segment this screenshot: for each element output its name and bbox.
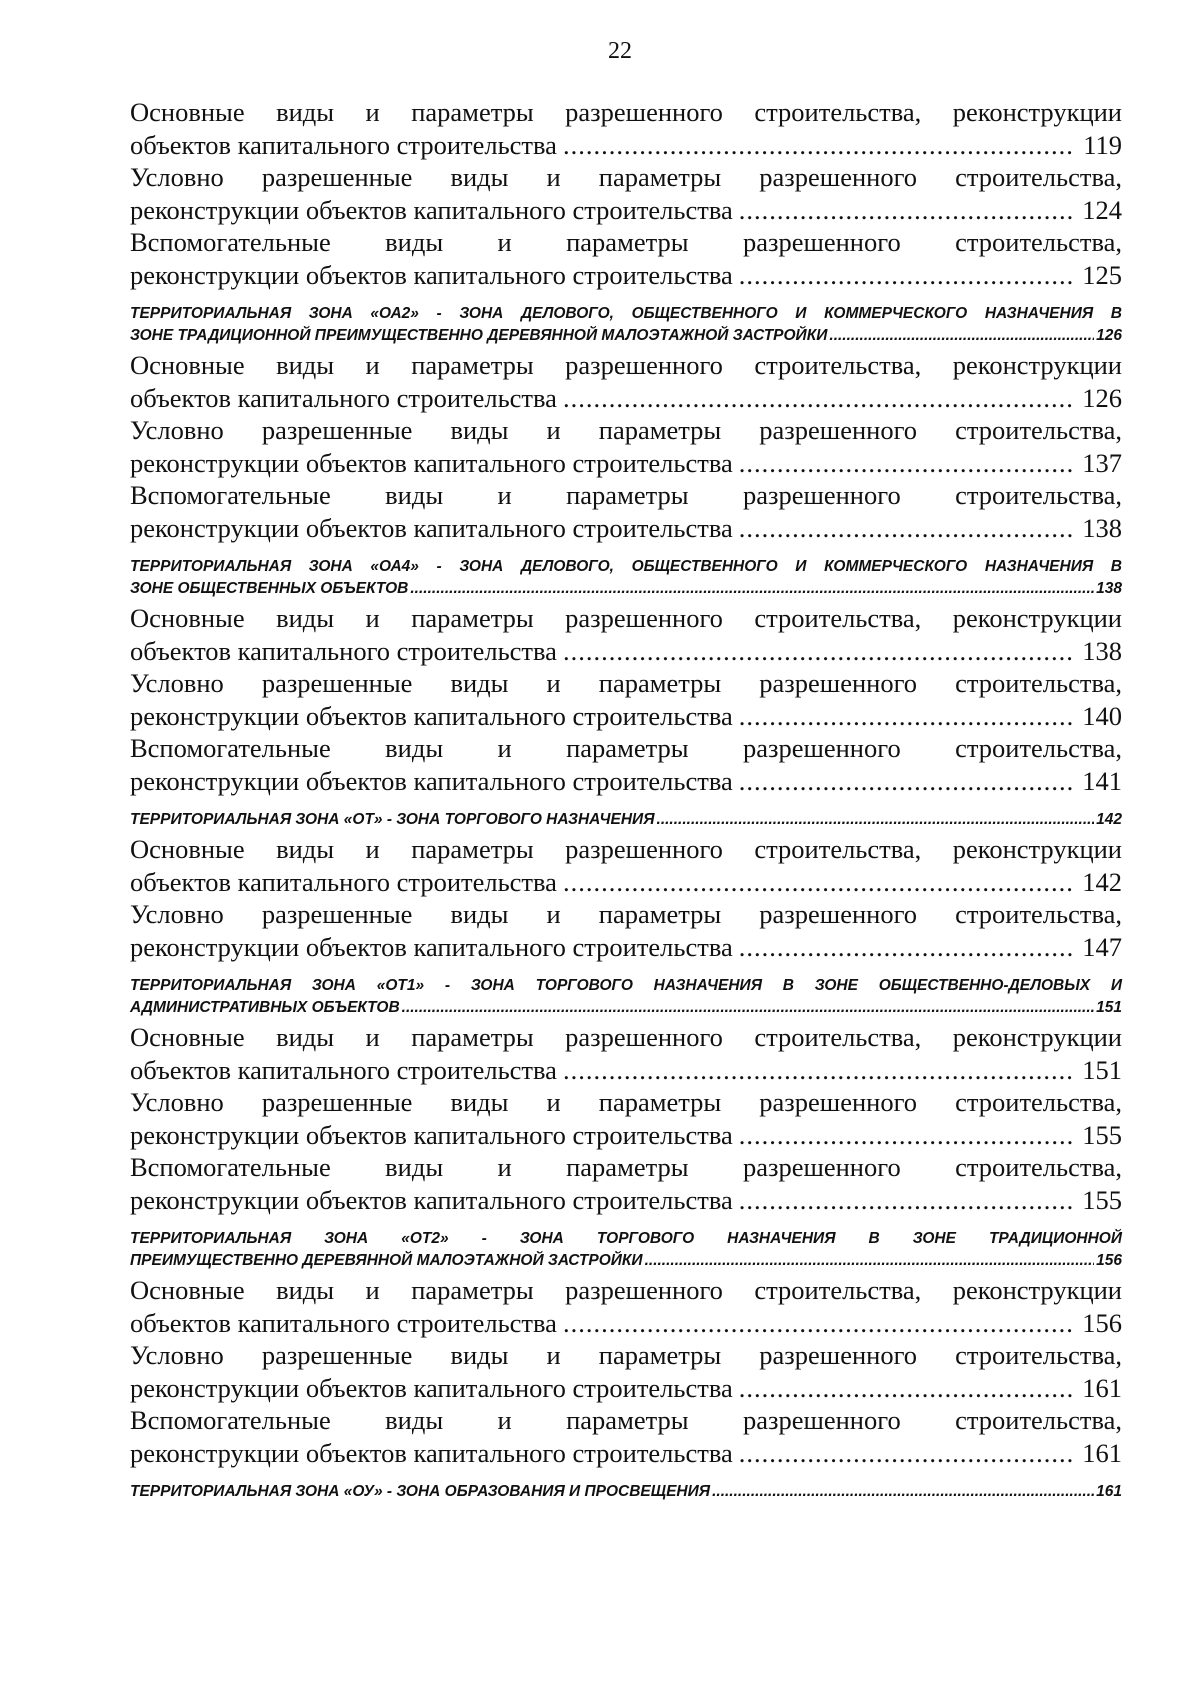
- toc-entry-text-line1: Основные виды и параметры разрешенного строительства, реконструкции: [130, 1275, 1122, 1305]
- toc-entry-text-line2: ЗОНЕ ОБЩЕСТВЕННЫХ ОБЪЕКТОВ: [130, 580, 409, 597]
- toc-zone-heading[interactable]: [130, 303, 1122, 347]
- toc-entry-text-line1: Условно разрешенные виды и параметры разрешенного строительства,: [130, 1087, 1122, 1117]
- toc-entry-text-line2: реконструкции объектов капитального строительства: [130, 447, 733, 478]
- toc-entry[interactable]: [130, 161, 1122, 226]
- dot-leader: [739, 1372, 1074, 1405]
- toc-entry-text-line2: объектов капитального строительства: [130, 1054, 557, 1085]
- toc-entry-last-line: [130, 512, 1122, 545]
- toc-entry-last-line: [130, 578, 1122, 600]
- toc-entry-last-line: [130, 700, 1122, 733]
- toc-page-number: 137: [1082, 447, 1122, 478]
- toc-entry-text-line1: Вспомогательные виды и параметры разрешенного строительства,: [130, 480, 1122, 510]
- toc-entry-text-line2: объектов капитального строительства: [130, 129, 557, 160]
- toc-entry[interactable]: [130, 414, 1122, 479]
- toc-entry-text-line1: ТЕРРИТОРИАЛЬНАЯ ЗОНА «ОА2» - ЗОНА ДЕЛОВОГО, ОБЩЕСТВЕННОГО И КОММЕРЧЕСКОГО НАЗНАЧЕНИЯ В: [130, 305, 1122, 322]
- toc-entry-text-line1: Основные виды и параметры разрешенного строительства, реконструкции: [130, 834, 1122, 864]
- dot-leader: [657, 809, 1095, 831]
- dot-leader: [402, 997, 1094, 1019]
- toc-page-number: 151: [1082, 1054, 1122, 1085]
- toc-entry-text-line2: реконструкции объектов капитального строительства: [130, 259, 733, 290]
- toc-entry-text-line1: Вспомогательные виды и параметры разрешенного строительства,: [130, 1405, 1122, 1435]
- toc-entry[interactable]: [130, 833, 1122, 898]
- toc-entry-last-line: [130, 809, 1122, 831]
- toc-entry-text-line1: Основные виды и параметры разрешенного строительства, реконструкции: [130, 603, 1122, 633]
- toc-entry-last-line: [130, 1250, 1122, 1272]
- toc-page-number: 138: [1082, 512, 1122, 543]
- toc-entry-last-line: [130, 129, 1122, 162]
- dot-leader: [563, 1307, 1074, 1340]
- toc-entry-text-line1: Условно разрешенные виды и параметры разрешенного строительства,: [130, 1340, 1122, 1370]
- dot-leader: [739, 447, 1074, 480]
- toc-page-number: 138: [1082, 635, 1122, 666]
- toc-page-number: 124: [1082, 194, 1122, 225]
- toc-entry-text-line2: реконструкции объектов капитального строительства: [130, 194, 733, 225]
- toc-entry-text-line1: Основные виды и параметры разрешенного строительства, реконструкции: [130, 1022, 1122, 1052]
- dot-leader: [739, 512, 1074, 545]
- toc-entry-text-line2: объектов капитального строительства: [130, 1307, 557, 1338]
- toc-page-number: 142: [1082, 866, 1122, 897]
- toc-entry-text-line2: объектов капитального строительства: [130, 635, 557, 666]
- toc-entry[interactable]: [130, 1339, 1122, 1404]
- toc-page-number: 161: [1082, 1437, 1122, 1468]
- toc-zone-heading[interactable]: [130, 1481, 1122, 1503]
- page-number: 22: [608, 38, 632, 64]
- toc-entry[interactable]: [130, 732, 1122, 797]
- toc-page-number: 155: [1082, 1119, 1122, 1150]
- toc-entry-last-line: [130, 1119, 1122, 1152]
- toc-entry-text-line2: реконструкции объектов капитального строительства: [130, 1437, 733, 1468]
- toc-page-number: 141: [1082, 765, 1122, 796]
- toc-entry-text-line2: реконструкции объектов капитального строительства: [130, 1184, 733, 1215]
- dot-leader: [563, 1054, 1074, 1087]
- toc-page-number: 140: [1082, 700, 1122, 731]
- toc-entry-text-line2: ТЕРРИТОРИАЛЬНАЯ ЗОНА «ОУ» - ЗОНА ОБРАЗОВАНИЯ И ПРОСВЕЩЕНИЯ: [130, 1483, 711, 1500]
- toc-entry[interactable]: [130, 898, 1122, 963]
- toc-page-number: 156: [1082, 1307, 1122, 1338]
- toc-page-number: 151: [1096, 999, 1122, 1016]
- dot-leader: [739, 1184, 1074, 1217]
- toc-entry-last-line: [130, 1054, 1122, 1087]
- dot-leader: [563, 129, 1075, 162]
- toc-entry-last-line: [130, 1372, 1122, 1405]
- toc-entry-text-line2: реконструкции объектов капитального строительства: [130, 765, 733, 796]
- toc-entry[interactable]: [130, 1404, 1122, 1469]
- toc-entry-last-line: [130, 1437, 1122, 1470]
- toc-entry-last-line: [130, 447, 1122, 480]
- toc-entry-text-line2: АДМИНИСТРАТИВНЫХ ОБЪЕКТОВ: [130, 999, 400, 1016]
- toc-entry-last-line: [130, 866, 1122, 899]
- toc-entry[interactable]: [130, 349, 1122, 414]
- toc-zone-heading[interactable]: [130, 809, 1122, 831]
- dot-leader: [645, 1250, 1095, 1272]
- toc-entry[interactable]: [130, 602, 1122, 667]
- table-of-contents: [130, 96, 1122, 1505]
- toc-entry-text-line2: реконструкции объектов капитального строительства: [130, 512, 733, 543]
- toc-entry-text-line1: ТЕРРИТОРИАЛЬНАЯ ЗОНА «ОТ1» - ЗОНА ТОРГОВОГО НАЗНАЧЕНИЯ В ЗОНЕ ОБЩЕСТВЕННО-ДЕЛОВЫХ И: [130, 977, 1122, 994]
- toc-entry[interactable]: [130, 226, 1122, 291]
- toc-zone-heading[interactable]: [130, 556, 1122, 600]
- toc-page-number: 161: [1096, 1483, 1122, 1500]
- toc-entry[interactable]: [130, 96, 1122, 161]
- toc-entry[interactable]: [130, 667, 1122, 732]
- toc-entry-last-line: [130, 997, 1122, 1019]
- toc-page-number: 161: [1082, 1372, 1122, 1403]
- toc-entry-text-line1: Условно разрешенные виды и параметры разрешенного строительства,: [130, 668, 1122, 698]
- toc-entry-text-line1: Основные виды и параметры разрешенного строительства, реконструкции: [130, 350, 1122, 380]
- dot-leader: [739, 194, 1074, 227]
- toc-page-number: 125: [1082, 259, 1122, 290]
- toc-zone-heading[interactable]: [130, 1228, 1122, 1272]
- toc-entry-text-line1: Условно разрешенные виды и параметры разрешенного строительства,: [130, 162, 1122, 192]
- toc-entry[interactable]: [130, 479, 1122, 544]
- toc-entry-text-line1: Условно разрешенные виды и параметры разрешенного строительства,: [130, 415, 1122, 445]
- toc-entry-text-line1: Вспомогательные виды и параметры разрешенного строительства,: [130, 227, 1122, 257]
- toc-page-number: 142: [1096, 811, 1122, 828]
- toc-entry[interactable]: [130, 1021, 1122, 1086]
- toc-page-number: 119: [1083, 129, 1122, 160]
- toc-entry[interactable]: [130, 1086, 1122, 1151]
- toc-page-number: 147: [1082, 931, 1122, 962]
- toc-entry-last-line: [130, 325, 1122, 347]
- toc-entry-last-line: [130, 259, 1122, 292]
- dot-leader: [739, 700, 1074, 733]
- toc-entry-text-line2: ЗОНЕ ТРАДИЦИОННОЙ ПРЕИМУЩЕСТВЕННО ДЕРЕВЯННОЙ МАЛОЭТАЖНОЙ ЗАСТРОЙКИ: [130, 327, 828, 344]
- toc-entry-text-line2: реконструкции объектов капитального строительства: [130, 1372, 733, 1403]
- toc-entry-last-line: [130, 382, 1122, 415]
- dot-leader: [563, 635, 1074, 668]
- dot-leader: [712, 1481, 1094, 1503]
- toc-entry[interactable]: [130, 1274, 1122, 1339]
- dot-leader: [410, 578, 1094, 600]
- dot-leader: [563, 866, 1074, 899]
- toc-entry-last-line: [130, 1184, 1122, 1217]
- toc-entry-text-line1: Основные виды и параметры разрешенного строительства, реконструкции: [130, 97, 1122, 127]
- toc-entry-text-line2: реконструкции объектов капитального строительства: [130, 700, 733, 731]
- dot-leader: [739, 1119, 1074, 1152]
- toc-entry-text-line2: реконструкции объектов капитального строительства: [130, 931, 733, 962]
- dot-leader: [563, 382, 1074, 415]
- toc-page-number: 156: [1096, 1252, 1122, 1269]
- toc-entry-text-line2: объектов капитального строительства: [130, 382, 557, 413]
- toc-page-number: 155: [1082, 1184, 1122, 1215]
- toc-page-number: 126: [1096, 327, 1122, 344]
- toc-entry-text-line1: Вспомогательные виды и параметры разрешенного строительства,: [130, 733, 1122, 763]
- toc-entry-last-line: [130, 1481, 1122, 1503]
- toc-entry[interactable]: [130, 1151, 1122, 1216]
- toc-entry-text-line1: ТЕРРИТОРИАЛЬНАЯ ЗОНА «ОА4» - ЗОНА ДЕЛОВОГО, ОБЩЕСТВЕННОГО И КОММЕРЧЕСКОГО НАЗНАЧЕНИЯ В: [130, 558, 1122, 575]
- dot-leader: [739, 765, 1074, 798]
- toc-page-number: 138: [1096, 580, 1122, 597]
- toc-entry-last-line: [130, 194, 1122, 227]
- toc-entry-text-line1: ТЕРРИТОРИАЛЬНАЯ ЗОНА «ОТ2» - ЗОНА ТОРГОВОГО НАЗНАЧЕНИЯ В ЗОНЕ ТРАДИЦИОННОЙ: [130, 1230, 1122, 1247]
- toc-entry-last-line: [130, 1307, 1122, 1340]
- toc-entry-text-line2: ПРЕИМУЩЕСТВЕННО ДЕРЕВЯННОЙ МАЛОЭТАЖНОЙ ЗАСТРОЙКИ: [130, 1252, 643, 1269]
- toc-entry-text-line2: реконструкции объектов капитального строительства: [130, 1119, 733, 1150]
- toc-entry-last-line: [130, 765, 1122, 798]
- toc-zone-heading[interactable]: [130, 975, 1122, 1019]
- toc-page-number: 126: [1082, 382, 1122, 413]
- toc-entry-text-line1: Вспомогательные виды и параметры разрешенного строительства,: [130, 1152, 1122, 1182]
- toc-entry-last-line: [130, 931, 1122, 964]
- dot-leader: [829, 325, 1094, 347]
- toc-entry-last-line: [130, 635, 1122, 668]
- toc-entry-text-line1: Условно разрешенные виды и параметры разрешенного строительства,: [130, 899, 1122, 929]
- toc-entry-text-line2: объектов капитального строительства: [130, 866, 557, 897]
- toc-entry-text-line2: ТЕРРИТОРИАЛЬНАЯ ЗОНА «ОТ» - ЗОНА ТОРГОВОГО НАЗНАЧЕНИЯ: [130, 811, 655, 828]
- dot-leader: [739, 259, 1074, 292]
- dot-leader: [739, 931, 1074, 964]
- dot-leader: [739, 1437, 1074, 1470]
